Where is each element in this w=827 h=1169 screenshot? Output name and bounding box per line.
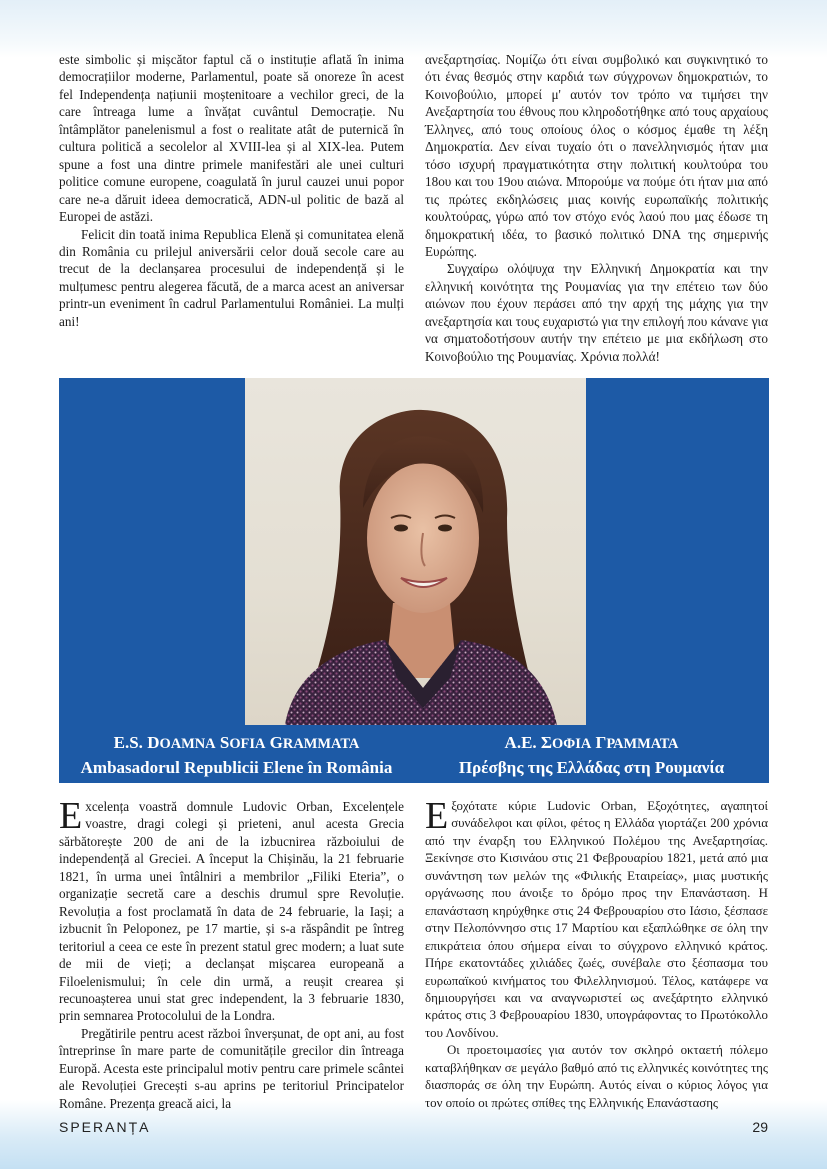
paragraph: Συγχαίρω ολόψυχα την Ελληνική Δημοκρατία και την ελληνική κοινότητα της Ρουμανίας για την επέτειο των δύο αιώνων που έχουν περάσει από την αρχή της μάχης για την ανεξαρτησία και τους ευχαριστώ για την επιλογή που κάνανε για να σηματοδοτήσουν αυτήν την επέτειο με μια εκδήλωση στο Κοινοβούλιο της Ρουμανίας. Χρόνια πολλά! [425, 261, 768, 364]
paragraph [59, 795, 404, 1025]
drop-cap: E [59, 795, 83, 837]
drop-cap: Ε [425, 795, 449, 837]
ambassador-role: Ambasadorul Republicii Elene în România [80, 758, 393, 777]
top-left-column [59, 51, 404, 330]
paragraph [425, 795, 768, 1042]
paragraph: ανεξαρτησίας. Νομίζω ότι είναι συμβολικό και συγκινητικό το ότι ένας θεσμός στην καρδιά των σύγχρονων δημοκρατιών, το Κοινοβούλιο, μπορεί μ' αυτόν τον τρόπο να τιμήσει την Ανεξαρτησία του έθνους που κληροδοτήθηκε από τους αρχαίους Έλληνες, από τους οποίους όλος ο κόσμος έμαθε τη λέξη Δημοκρατία. Δεν είναι τυχαίο ότι ο πανελληνισμός ήταν μια τόσο ισχυρή πραγματικότητα στην πολιτική κουλτούρα του 18ου και του 19ου αιώνα. Μπορούμε να πούμε ότι ήταν μια από τις πρώτες εκδηλώσεις μιας κοινής ευρωπαϊκής πολιτικής κουλτούρας, γύρω από τον στόχο ενός λαού που μας έδωσε τη δημοκρατική ιδέα, το βασικό πολιτικό DNA της σημερινής Ευρώπης. [425, 52, 768, 259]
paragraph: este simbolic și mișcător faptul că o instituție aflată în inima democrațiilor moderne, Parlamentul, poate să onoreze în acest fel Independența națiunii moștenitoare a vechilor greci, de la care întreaga lume a învățat cuvântul Democrație. Nu întâmplător panelenismul a fost o realitate atât de puternică în cultura politică a secolelor al XVIII-lea și al XIX-lea. Putem spune a fost una dintre primele manifestări ale unei culturi politice comune europene, coagulată în jurul cauzei unui popor care ne-a dăruit ideea democratică, ADN-ul politic de bază al Europei de astăzi. [59, 52, 404, 225]
paragraph: Οι προετοιμασίες για αυτόν τον σκληρό οκταετή πόλεμο καταβλήθηκαν σε μεγάλο βαθμό από τις ελληνικές κοινότητες της διασποράς σε όλη την Ευρώπη. Αυτός είναι ο κύριος λόγος για τον οποίο οι πρώτες σπίθες της Ελληνικής Επανάστασης [425, 1043, 768, 1110]
paragraph: Felicit din toată inima Republica Elenă și comunitatea elenă din România cu prilejul aniversării celor două secole care au trecut de la declanșarea procesului de independență și le mulțumesc pentru alegerea făcută, de a marca acest an aniversar printr-un eveniment în cadrul Parlamentului României. La mulți ani! [59, 226, 404, 329]
publication-name: SPERANȚA [59, 1119, 151, 1135]
ambassador-role: Πρέσβης της Ελλάδας στη Ρουμανία [458, 758, 725, 777]
page-number: 29 [752, 1119, 768, 1135]
ambassador-name: E.S. DOAMNA SOFIA GRAMMATA [113, 733, 360, 752]
bottom-right-column [425, 795, 768, 1112]
portrait-photo-icon [245, 378, 586, 725]
top-right-column [425, 51, 768, 365]
caption-romanian [59, 731, 414, 780]
caption-greek [414, 731, 769, 780]
paragraph: Pregătirile pentru acest război înverșunat, de opt ani, au fost întreprinse în mare parte de comunitățile grecilor din întreaga Europă. Acesta este principalul motiv pentru care primele scântei ale Revoluției Grecești s-au aprins pe teritoriul Principatelor Române. Prezența greacă aici, la [59, 1025, 404, 1111]
top-gradient-band [0, 0, 827, 58]
ambassador-name: Α.Ε. ΣΟΦΙΑ ΓΡΑΜΜΑΤΑ [504, 733, 679, 752]
paragraph-text: ξοχότατε κύριε Ludovic Orban, Εξοχότητες, αγαπητοί συνάδελφοι και φίλοι, φέτος η Ελλάδα γιορτάζει 200 χρόνια από την έναρξη του Ελληνικού Πολέμου της Ανεξαρτησίας. Ξεκίνησε στο Κισινάου στις 21 Φεβρουαρίου 1821, μετά από μια συνάντηση των μελών της «Φιλικής Εταιρείας», μιας μυστικής οργάνωσης που άνοιξε το δρόμο προς την Επανάσταση. Η επανάσταση κηρύχθηκε στις 24 Φεβρουαρίου στο Ιάσιο, ξέσπασε στην Πελοπόννησο στις 17 Μαρτίου και εξαπλώθηκε σε όλη την επικράτεια όπου σήμερα είναι το σύγχρονο ελληνικό κράτος. Πήρε εκατοντάδες χιλιάδες ζωές, συνέβαλε στο ξέσπασμα του ευρωπαϊκού κινήματος του Φιλελληνισμού. Τέλος, κατάφερε να δημιουργήσει και να αναγνωριστεί ως ανεξάρτητο ελληνικό κράτος στις 3 Φεβρουαρίου 1830, υπογράφοντας το Πρωτόκολλο του Λονδίνου. [425, 799, 768, 1040]
paragraph-text: xcelența voastră domnule Ludovic Orban, Excelențele voastre, dragi colegi și prieteni, anul acesta Grecia sărbătorește 200 de ani de la izbucnirea războiului de independență al Greciei. A început la Chișinău, la 21 februarie 1821, în urma unei întâlniri a membrilor „Filiki Eteria”, o organizație secretă care a deschis drumul spre Revoluție. Revoluția a fost proclamată în data de 24 februarie, la Iași; a izbucnit în Peloponez, pe 17 martie, și s-a răspândit pe întreg teritoriul a ceea ce este în prezent statul grec modern; a luat sute de mii de vieți; a declanșat mișcarea europeană a Filoelenismului; în cele din urmă, a reușit crearea și recunoașterea unui stat grec independent, la 3 februarie 1830, prin semnarea Protocolului de la Londra. [59, 799, 404, 1024]
bottom-left-column [59, 795, 404, 1112]
